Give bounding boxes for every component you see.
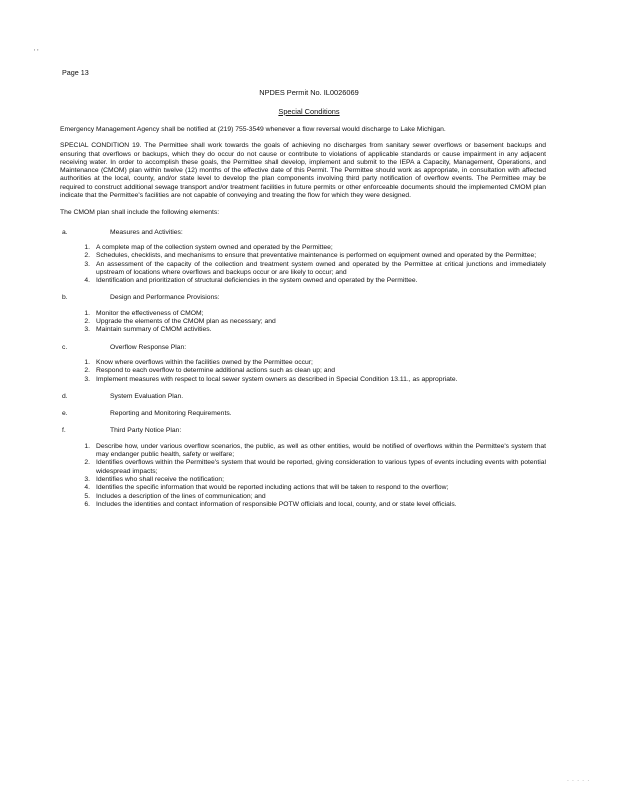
list-item [60, 367, 546, 375]
list-item [60, 244, 546, 252]
cmom-section [60, 410, 546, 418]
item-text: A complete map of the collection system owned and operated by the Permittee; [96, 243, 333, 251]
list-item [60, 326, 546, 334]
item-text: Identification and prioritization of structural deficiencies in the system owned and operated by the Permittee. [96, 277, 418, 285]
section-letter: c. [62, 343, 68, 351]
item-number: 1. [84, 309, 90, 317]
list-item [60, 376, 546, 384]
item-text: Monitor the effectiveness of CMOM; [96, 309, 204, 317]
item-number: 6. [84, 500, 90, 508]
list-item [60, 443, 546, 460]
cmom-elements-list [60, 229, 546, 509]
item-text: Maintain summary of CMOM activities. [96, 326, 212, 334]
section-title: Special Conditions [278, 107, 340, 116]
section-heading-row [60, 229, 546, 237]
section-heading: Design and Performance Provisions: [110, 294, 220, 302]
section-items [60, 244, 546, 285]
list-item [60, 277, 546, 285]
page-number: Page 13 [62, 68, 89, 77]
cmom-section [60, 229, 546, 286]
document-body [60, 126, 546, 518]
item-text: Identifies who shall receive the notification; [96, 475, 224, 483]
cmom-section [60, 294, 546, 334]
section-heading-row [60, 393, 546, 401]
item-text: An assessment of the capacity of the collection and treatment system owned and operated by the Permittee at critical junctions and immediately upstream of locations where overflows and backups occur or are likely to occur; and [96, 260, 546, 276]
section-heading-row [60, 410, 546, 418]
item-text: Describe how, under various overflow scenarios, the public, as well as other entities, would be notified of overflows within the Permittee's system that may endanger public health, safety or welfare; [96, 442, 546, 459]
list-item [60, 310, 546, 318]
item-number: 1. [84, 442, 90, 450]
item-number: 3. [84, 260, 90, 268]
section-heading-row [60, 344, 546, 352]
item-number: 4. [84, 484, 90, 492]
cmom-intro: The CMOM plan shall include the following elements: [60, 209, 220, 217]
cmom-section [60, 344, 546, 384]
item-number: 3. [84, 375, 90, 383]
list-item [60, 493, 546, 501]
item-text: Includes the identities and contact information of responsible POTW officials and local, county, and or state level officials. [96, 500, 457, 508]
cmom-section [60, 427, 546, 509]
list-item [60, 484, 546, 492]
list-item [60, 501, 546, 509]
section-heading: Overflow Response Plan: [110, 343, 187, 351]
item-number: 3. [84, 326, 90, 334]
list-item [60, 476, 546, 484]
section-heading: Reporting and Monitoring Requirements. [110, 410, 232, 418]
item-text: Schedules, checklists, and mechanisms to ensure that preventative maintenance is performed on equipment owned and operated by the Permittee; [96, 252, 537, 260]
permit-title: NPDES Permit No. IL0026069 [259, 88, 359, 97]
item-number: 2. [84, 367, 90, 375]
item-number: 1. [84, 243, 90, 251]
list-item [60, 318, 546, 326]
section-heading-row [60, 427, 546, 435]
section-heading-row [60, 294, 546, 302]
section-items [60, 359, 546, 384]
item-text: Respond to each overflow to determine additional actions such as clean up; and [96, 367, 336, 375]
list-item [60, 252, 546, 260]
cmom-section [60, 393, 546, 401]
item-number: 3. [84, 475, 90, 483]
item-text: Know where overflows within the facilities owned by the Permittee occur; [96, 358, 313, 366]
item-number: 5. [84, 492, 90, 500]
section-letter: b. [62, 294, 68, 302]
section-letter: e. [62, 410, 68, 418]
section-heading: System Evaluation Plan. [110, 392, 184, 400]
item-text: Upgrade the elements of the CMOM plan as necessary; and [96, 318, 276, 326]
paragraph-emergency-notice: Emergency Management Agency shall be notified at (219) 755-3549 whenever a flow reversal would discharge to Lake Michigan. [60, 126, 446, 133]
section-letter: f. [62, 427, 66, 435]
scan-mark: ‚ , [34, 46, 39, 52]
item-text: Includes a description of the lines of communication; and [96, 492, 266, 500]
item-text: Identifies overflows within the Permittee's system that would be reported, giving consideration to various types of events including events with potential widespread impacts; [96, 459, 546, 475]
item-number: 2. [84, 318, 90, 326]
section-heading: Third Party Notice Plan: [110, 427, 182, 435]
item-number: 2. [84, 459, 90, 467]
item-number: 2. [84, 252, 90, 260]
paragraph-special-condition-19: SPECIAL CONDITION 19. The Permittee shall work towards the goals of achieving no discharges from sanitary sewer overflows or basement backups and ensuring that overflows or backups, which they do occur do not cause or contribute to violations of applicable standards or cause impairment in any adjacent receiving water. In order to accomplish these goals, the Permittee shall develop, implement and submit to the IEPA a Capacity, Management, Operations, and Maintenance (CMOM) plan within twelve (12) months of the effective date of this Permit. The Permittee should work as appropriate, in consultation with affected authorities at the local, county, and/or state level to develop the plan components involving third party notification of overflow events. The Permittee may be required to construct additional sewage transport and/or treatment facilities in future permits or other enforceable documents should the implemented CMOM plan indicate that the Permittee's facilities are not capable of conveying and treating the flow for which they were designed. [60, 142, 546, 200]
item-text: Implement measures with respect to local sewer system owners as described in Special Condition 13.11., as appropriate. [96, 375, 458, 383]
list-item [60, 459, 546, 476]
section-items [60, 443, 546, 509]
section-letter: d. [62, 392, 68, 400]
footer-mark: · · · · · [567, 778, 590, 784]
item-number: 1. [84, 358, 90, 366]
item-text: Identifies the specific information that would be reported including actions that will be taken to respond to the overflow; [96, 484, 449, 492]
item-number: 4. [84, 277, 90, 285]
list-item [60, 261, 546, 278]
section-items [60, 310, 546, 335]
section-heading: Measures and Activities: [110, 228, 183, 236]
section-letter: a. [62, 228, 68, 236]
list-item [60, 359, 546, 367]
